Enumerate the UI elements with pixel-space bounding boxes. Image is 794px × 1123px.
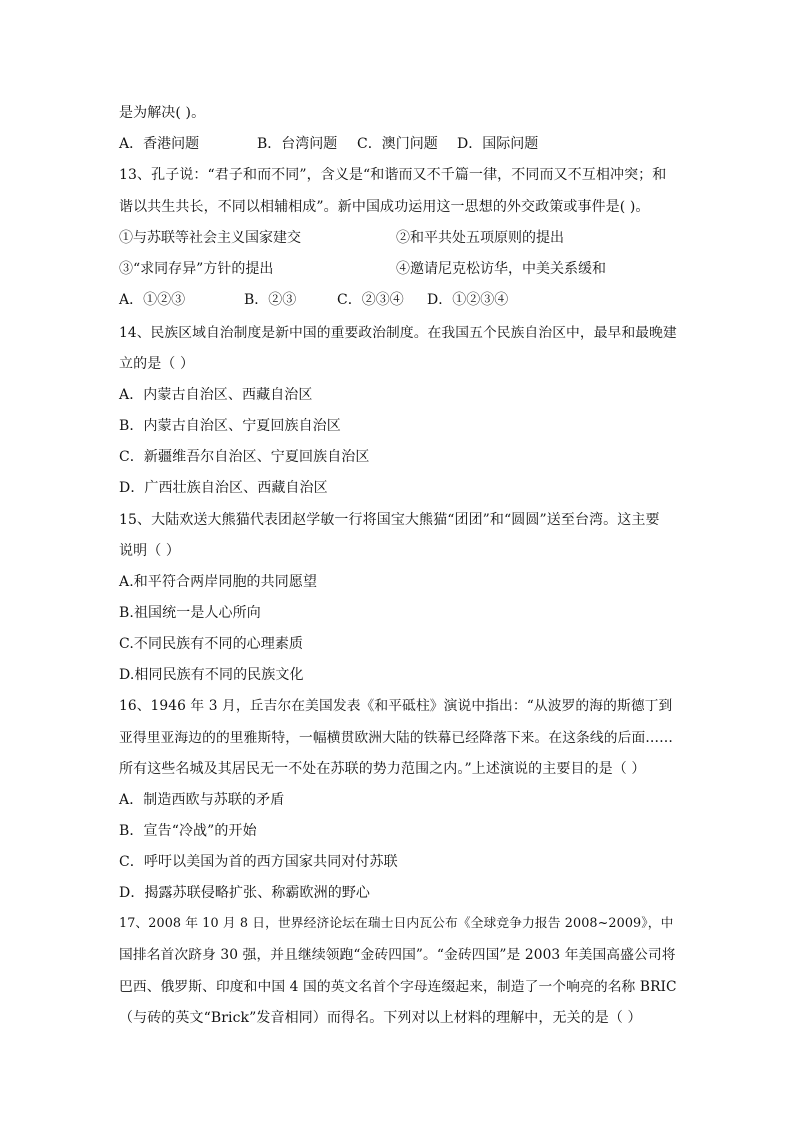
q14-option-c: C．新疆维吾尔自治区、宁夏回族自治区	[119, 449, 370, 465]
q17-stem-line1: 17、2008 年 10 月 8 日，世界经济论坛在瑞士日内瓦公布《全球竞争力报告 2008~2009》，中	[119, 916, 674, 931]
q15-stem-line1: 15、大陆欢送大熊猫代表团赵学敏一行将国宝大熊猫“团团”和“圆圆”送至台湾。这主要	[119, 512, 660, 528]
q12-option-d: D．国际问题	[457, 136, 539, 152]
q13-option-b: B．②③	[244, 292, 297, 308]
q13-option-a: A．①②③	[119, 292, 186, 308]
q14-option-b: B．内蒙古自治区、宁夏回族自治区	[119, 418, 341, 434]
q17-stem-line2: 国排名首次跻身 30 强，并且继续领跑“金砖四国”。“金砖四国”是 2003 年美国高盛公司将	[119, 947, 676, 963]
q13-option-c: C．②③④	[337, 292, 404, 308]
q14-option-a: A．内蒙古自治区、西藏自治区	[119, 387, 313, 403]
q17-stem-line4: （与砖的英文“Brick”发音相同）而得名。下列对以上材料的理解中，无关的是（ ）	[119, 1010, 642, 1026]
q16-option-d: D．揭露苏联侵略扩张、称霸欧洲的野心	[119, 885, 371, 901]
q12-stem-tail: 是为解决( )。	[119, 105, 206, 121]
q16-stem-line2: 亚得里亚海边的的里雅斯特，一幅横贯欧洲大陆的铁幕已经降落下来。在这条线的后面……	[119, 730, 674, 746]
q13-stem-line1: 13、孔子说：“君子和而不同”，含义是“和谐而又不千篇一律，不同而又不互相冲突；和	[119, 167, 667, 183]
q12-option-b: B．台湾问题	[257, 136, 338, 152]
q16-stem-line3: 所有这些名城及其居民无一不处在苏联的势力范围之内。”上述演说的主要目的是（ ）	[119, 761, 646, 777]
q13-option-d: D．①②③④	[427, 292, 509, 308]
q16-option-a: A．制造西欧与苏联的矛盾	[119, 792, 285, 808]
q17-stem-line3: 巴西、俄罗斯、印度和中国 4 国的英文名首个字母连缀起来，制造了一个响亮的名称 BRIC	[119, 979, 677, 995]
q12-option-c: C．澳门问题	[357, 136, 438, 152]
q13-item-4: ④邀请尼克松访华，中美关系缓和	[396, 261, 606, 277]
q15-option-a: A.和平符合两岸同胞的共同愿望	[119, 574, 318, 590]
q13-item-2: ②和平共处五项原则的提出	[396, 230, 564, 246]
q15-stem-line2: 说明（ ）	[119, 543, 180, 559]
q12-option-a: A．香港问题	[119, 136, 200, 152]
q14-stem-line2: 立的是（ ）	[119, 356, 195, 372]
q13-item-1: ①与苏联等社会主义国家建交	[119, 230, 301, 246]
q13-stem-line2: 谐以共生共长，不同以相辅相成”。新中国成功运用这一思想的外交政策或事件是( )。	[119, 199, 650, 215]
q16-option-b: B．宣告“冷战”的开始	[119, 823, 257, 839]
q15-option-b: B.祖国统一是人心所向	[119, 605, 261, 621]
q15-option-d: D.相同民族有不同的民族文化	[119, 667, 304, 683]
q14-stem-line1: 14、民族区域自治制度是新中国的重要政治制度。在我国五个民族自治区中，最早和最晚建	[119, 325, 677, 341]
q14-option-d: D．广西壮族自治区、西藏自治区	[119, 480, 328, 496]
q15-option-c: C.不同民族有不同的心理素质	[119, 636, 304, 652]
q16-option-c: C．呼吁以美国为首的西方国家共同对付苏联	[119, 854, 398, 870]
q13-item-3: ③“求同存异”方针的提出	[119, 261, 274, 277]
q16-stem-line1: 16、1946 年 3 月，丘吉尔在美国发表《和平砥柱》演说中指出：“从波罗的海的斯德丁到	[119, 698, 673, 714]
